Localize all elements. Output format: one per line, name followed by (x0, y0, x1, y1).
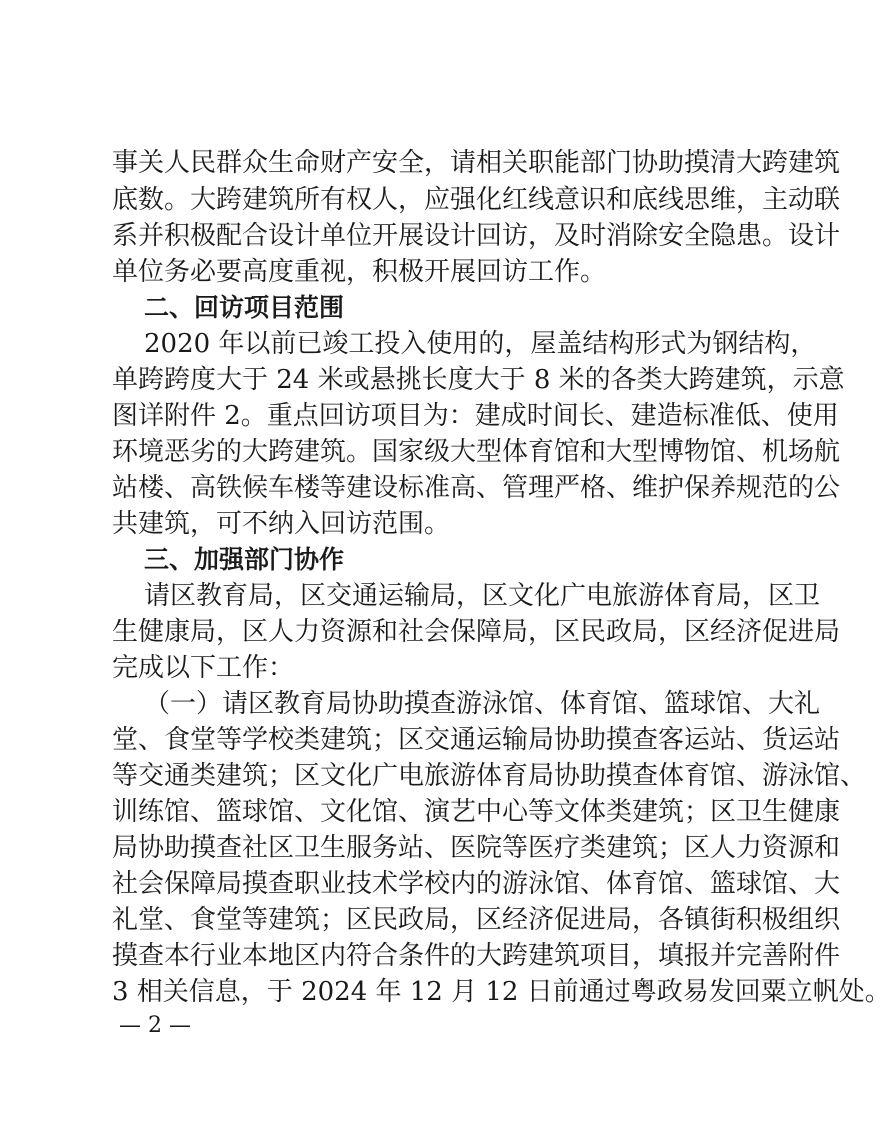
paragraph-4-line-3: 等交通类建筑；区文化广电旅游体育局协助摸查体育馆、游泳馆、 (112, 761, 867, 791)
section-heading-scope: 二、回访项目范围 (144, 293, 345, 322)
paragraph-2-line-5: 站楼、高铁候车楼等建设标准高、管理严格、维护保养规范的公 (112, 473, 841, 503)
section-heading-cooperation: 三、加强部门协作 (144, 545, 345, 574)
paragraph-4-line-4: 训练馆、篮球馆、文化馆、演艺中心等文体类建筑；区卫生健康 (112, 797, 841, 827)
paragraph-1-line-3: 系并积极配合设计单位开展设计回访，及时消除安全隐患。设计 (112, 221, 841, 251)
paragraph-4-line-9: 3 相关信息，于 2024 年 12 月 12 日前通过粤政易发回粟立帆处。 (112, 977, 891, 1007)
paragraph-4-line-1: （一）请区教育局协助摸查游泳馆、体育馆、篮球馆、大礼 (144, 689, 821, 719)
paragraph-4-line-2: 堂、食堂等学校类建筑；区交通运输局协助摸查客运站、货运站 (112, 725, 841, 755)
paragraph-1-line-2: 底数。大跨建筑所有权人，应强化红线意识和底线思维，主动联 (112, 185, 841, 215)
paragraph-3-line-3: 完成以下工作： (112, 653, 295, 683)
paragraph-2-line-4: 环境恶劣的大跨建筑。国家级大型体育馆和大型博物馆、机场航 (112, 437, 841, 467)
paragraph-4-line-8: 摸查本行业本地区内符合条件的大跨建筑项目，填报并完善附件 (112, 941, 841, 971)
page-number: — 2 — (119, 1013, 191, 1038)
paragraph-2-line-2: 单跨跨度大于 24 米或悬挑长度大于 8 米的各类大跨建筑，示意 (112, 365, 845, 395)
paragraph-2-line-6: 共建筑，可不纳入回访范围。 (112, 509, 451, 539)
paragraph-3-line-1: 请区教育局，区交通运输局，区文化广电旅游体育局，区卫 (144, 581, 821, 611)
paragraph-4-line-7: 礼堂、食堂等建筑；区民政局，区经济促进局，各镇街积极组织 (112, 905, 841, 935)
paragraph-4-line-6: 社会保障局摸查职业技术学校内的游泳馆、体育馆、篮球馆、大 (112, 869, 841, 899)
paragraph-4-line-5: 局协助摸查社区卫生服务站、医院等医疗类建筑；区人力资源和 (112, 833, 841, 863)
paragraph-3-line-2: 生健康局，区人力资源和社会保障局，区民政局，区经济促进局 (112, 617, 841, 647)
paragraph-1-line-1: 事关人民群众生命财产安全，请相关职能部门协助摸清大跨建筑 (112, 148, 841, 178)
paragraph-2-line-3: 图详附件 2。重点回访项目为：建成时间长、建造标准低、使用 (112, 401, 839, 431)
paragraph-1-line-4: 单位务必要高度重视，积极开展回访工作。 (112, 257, 607, 287)
paragraph-2-line-1: 2020 年以前已竣工投入使用的，屋盖结构形式为钢结构， (144, 329, 817, 359)
